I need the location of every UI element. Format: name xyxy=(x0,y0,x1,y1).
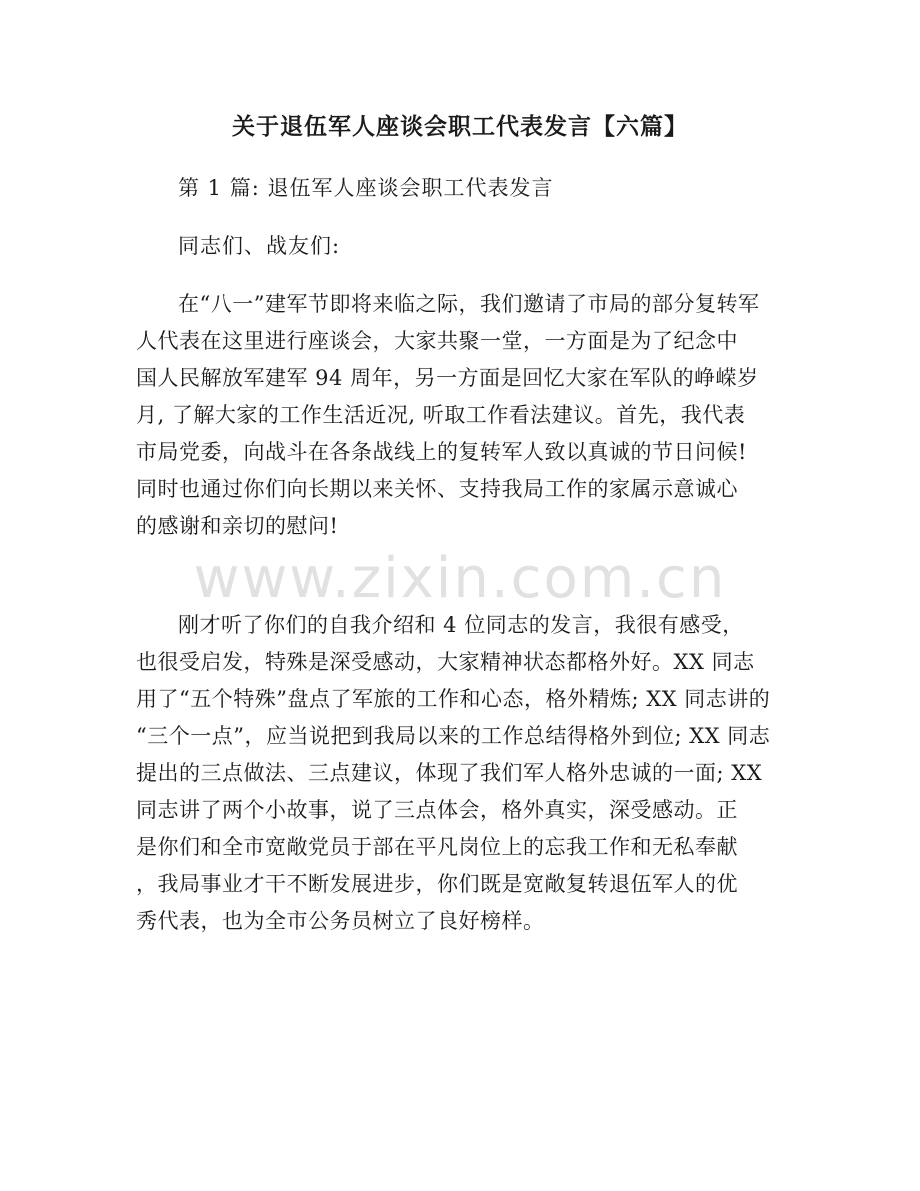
paragraph-2-line: 秀代表，也为全市公务员树立了良好榜样。 xyxy=(136,909,545,933)
paragraph-1-line: 人代表在这里进行座谈会，大家共聚一堂，一方面是为了纪念中 xyxy=(136,329,738,353)
paragraph-1-line: 月, 了解大家的工作生活近况, 听取工作看法建议。首先，我代表 xyxy=(136,403,746,427)
paragraph-1-line: 的感谢和亲切的慰问! xyxy=(136,514,339,538)
section-heading: 第 1 篇: 退伍军人座谈会职工代表发言 xyxy=(178,176,554,200)
paragraph-1-line: 在“八一”建军节即将来临之际，我们邀请了市局的部分复转军 xyxy=(178,292,760,316)
paragraph-2-line: “三个一点”，应当说把到我局以来的工作总结得格外到位; XX 同志 xyxy=(136,724,771,748)
paragraph-2-line: 用了“五个特殊”盘点了军旅的工作和心态，格外精炼; XX 同志讲的 xyxy=(136,687,771,711)
paragraph-2-line: 提出的三点做法、三点建议，体现了我们军人格外忠诚的一面; XX xyxy=(136,761,763,785)
paragraph-2 xyxy=(136,607,784,940)
greeting: 同志们、战友们: xyxy=(178,234,341,258)
paragraph-2-line: 是你们和全市宽敞党员于部在平凡岗位上的忘我工作和无私奉献 xyxy=(136,835,738,859)
paragraph-2-line: ，我局事业才干不断发展进步，你们既是宽敞复转退伍军人的优 xyxy=(136,872,738,896)
paragraph-1-line: 同时也通过你们向长期以来关怀、支持我局工作的家属示意诚心 xyxy=(136,477,738,501)
paragraph-1 xyxy=(136,286,784,545)
paragraph-1-line: 市局党委，向战斗在各条战线上的复转军人致以真诚的节日问候! xyxy=(136,440,747,464)
paragraph-1-line: 国人民解放军建军 94 周年，另一方面是回忆大家在军队的峥嵘岁 xyxy=(136,366,759,390)
document-title: 关于退伍军人座谈会职工代表发言【六篇】 xyxy=(232,114,688,140)
paragraph-2-line: 同志讲了两个小故事，说了三点体会，格外真实，深受感动。正 xyxy=(136,798,738,822)
paragraph-2-line: 也很受启发，特殊是深受感动，大家精神状态都格外好。XX 同志 xyxy=(136,650,755,674)
paragraph-2-line: 刚才听了你们的自我介绍和 4 位同志的发言，我很有感受， xyxy=(178,613,744,637)
watermark: www.zixin.com.cn xyxy=(193,546,727,611)
